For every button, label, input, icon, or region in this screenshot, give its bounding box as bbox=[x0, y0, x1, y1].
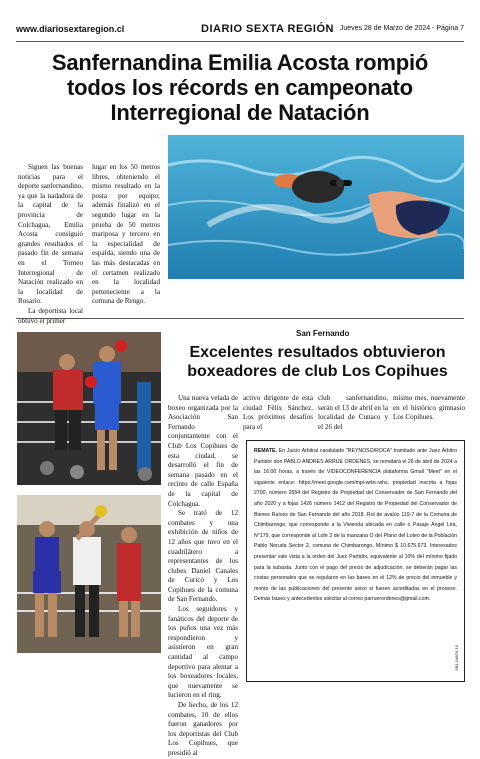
legal-notice-code: SB1-04876-10 bbox=[454, 645, 460, 671]
article2-paragraph: Se trató de 12 combates y una exhibición de niños de 12 años que tuvo en el cuadrilátero a representantes de los clubes Daniel Canales de Curicó y Los Copihues de la comuna de San Fernando. bbox=[168, 509, 238, 604]
issue-date: Jueves 28 de Marzo de 2024 - Página 7 bbox=[339, 25, 464, 32]
legal-notice-box bbox=[246, 440, 465, 682]
article2-paragraph: Los seguidores y fanáticos del deporte de los puños una vez más respondieron y asistieron en gran cantidad al campo deportivo para alentar a los boxeadores locales, que nuevamente se lucieron en el ring. bbox=[168, 605, 238, 700]
header-divider bbox=[16, 41, 464, 42]
page-header bbox=[16, 24, 464, 38]
boxing-ring-photo bbox=[17, 332, 161, 485]
site-url[interactable]: www.diariosextaregion.cl bbox=[16, 24, 125, 34]
boxing-winner-photo bbox=[17, 495, 161, 653]
article1-column-1 bbox=[18, 163, 83, 326]
article2-paragraph: activo dirigente de esta ciudad Félix Sánchez. Los próximos desafíos para el bbox=[243, 394, 313, 431]
article2-headline: Excelentes resultados obtuvieron boxeadores de club Los Copihues bbox=[187, 344, 448, 380]
article2-paragraph: Una nueva velada de boxeo organizada por la Asociación San Fernando conjuntamente con el Club Los Copihues de esta ciudad, se desarrolló el fin de semana pasado en el recinto de calle España de la capital de Colchagua. bbox=[168, 394, 238, 508]
article2-kicker: San Fernando bbox=[296, 329, 350, 338]
article1-paragraph: La deportista local obtuvo el primer bbox=[18, 306, 83, 325]
newspaper-name: DIARIO SEXTA REGIÓN bbox=[201, 23, 334, 35]
swimmer-photo bbox=[168, 135, 464, 279]
article2-column-2 bbox=[243, 394, 313, 432]
article2-column-1 bbox=[168, 394, 238, 759]
article2-paragraph: mismo mes, nuevamente en el histórico gimnasio Los Copihues. bbox=[393, 394, 465, 422]
article2-paragraph: De hecho, de los 12 combates, 10 de ellos fueron ganadores por los deportistas del Club Los Copihues, que presidió al bbox=[168, 701, 238, 757]
article1-paragraph: lugar en los 50 metros libres, obteniendo el mismo resultado en la posta por equipo; además finalizó en el segundo lugar en la prueba de 50 metros mariposa y tercero en la especialidad de espalda, siendo una de las más destacadas en el certamen realizado en la localidad perteneciente a la comuna de Rengo. bbox=[92, 163, 160, 306]
article2-column-3 bbox=[318, 394, 388, 432]
section-divider bbox=[16, 318, 464, 319]
article1-paragraph: Siguen las buenas noticias para el deporte sanfernandino, ya que la nadadora de la capital de la provincia de Colchagua, Emilia Acosta consiguió grandes resultados el pasado fin de semana en el Torneo Interregional de Natación realizado en la localidad de Rosario. bbox=[18, 163, 84, 306]
article2-column-4 bbox=[393, 394, 465, 423]
article2-paragraph: club sanfernandino, serán el 13 de abril en la localidad de Cunaco y el 26 del bbox=[318, 394, 388, 431]
article1-column-2 bbox=[92, 163, 160, 307]
article1-headline: Sanfernandina Emilia Acosta rompió todos los récords en campeonato Interregional de Natación bbox=[51, 50, 429, 125]
legal-notice-body: En Juicio Arbitral caratulado "REYNOSO/ROCA" tramitado ante Juez Árbitro Partidor don PABLO ANDRES ARRUE ORDENES, se rematará el 26 de abril de 2024 a las 16:00 horas, a través de VIDEOCONFERENCIA plataforma Gmail "Meet" en el siguiente enlace: https://meet.google.com/mpi-wrbc-whs, propiedad inscrita a fojas 2700, número 2654 del Registro de Propiedad del Conservador de San Fernando del año 2020 y a fojas 1426 número 1412 del Registro de Propiedad del Conservador de Bienes Raíces de San Fernando del año 2018. Rol de avalúo 119-7 de la Comuna de Chimbarongo, que corresponde a la Vivienda ubicada en calle o Pasaje Ángel Lira, N°179, que corresponde al Lote 3 de la manzana O del Plano del Loteo de la Población Pablo Neruda Sector 2, comuna de Chimbarongo. Mínimo $ 10.675.673. Interesados presentar vale vista a la orden del Juez Partidor, equivalente al 10% del mínimo fijado para la subasta. Junto con el pago del precio de adjudicación, se deberán pagar las costas personales que se regularon en las bases en el 12% de precio del inmueble y monto de las publicaciones del presente aviso si fueren acreditadas en el proceso. Demás bases y antecedentes solicitar al correo parruerordenes@gmail.com. bbox=[254, 448, 457, 603]
legal-notice-text bbox=[254, 446, 457, 605]
legal-notice-lead: REMATE. bbox=[254, 448, 277, 454]
